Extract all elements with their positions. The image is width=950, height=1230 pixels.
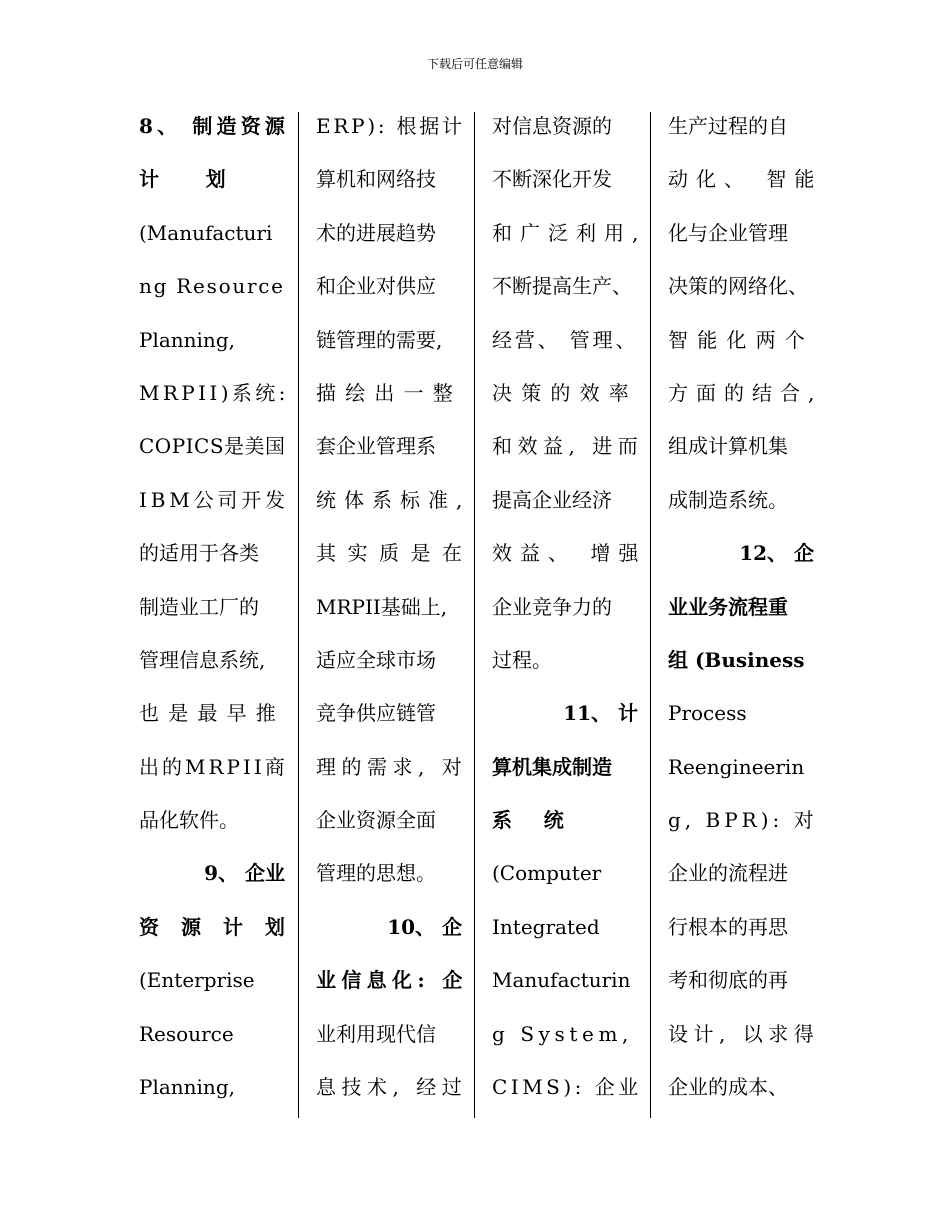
text-line: 和效益, 进而 <box>492 434 644 459</box>
text-line: 其实质是在 <box>316 541 474 566</box>
text-line: g, BPR): 对 <box>668 808 818 833</box>
text-line: IBM公司开发 <box>139 487 289 512</box>
text-line: 过程。 <box>492 647 552 672</box>
text-column-2 <box>316 100 474 1114</box>
text-line: 算机集成制造 <box>492 754 612 779</box>
text-line: 系 统 <box>492 808 577 833</box>
text-line: 算机和网络技 <box>316 167 436 192</box>
text-line: 也是最早推 <box>139 701 285 726</box>
text-line: 企业资源全面 <box>316 808 436 833</box>
text-line: 管理信息系统, <box>139 647 266 672</box>
text-line: 理的需求, 对 <box>316 754 468 779</box>
text-line: 描绘出一整 <box>316 380 462 405</box>
text-line: 化与企业管理 <box>668 220 788 245</box>
text-line: 管理的思想。 <box>316 861 436 886</box>
text-line: 经营、 管理、 <box>492 327 639 352</box>
text-line: 出的MRPII商 <box>139 754 288 779</box>
text-line: 生产过程的自 <box>668 114 788 138</box>
text-line: g System, <box>492 1021 634 1046</box>
text-line: 计 划 <box>139 167 246 192</box>
column-divider <box>650 112 651 1118</box>
column-divider <box>474 112 475 1118</box>
text-line: 决策的网络化、 <box>668 274 808 299</box>
text-line: Process <box>668 701 747 726</box>
text-line: Planning, <box>139 1075 235 1100</box>
text-line: 业信息化: 企 <box>316 968 468 993</box>
text-line: 智能化两个 <box>668 327 814 352</box>
text-line: 适应全球市场 <box>316 647 436 672</box>
text-column-1 <box>139 100 293 1114</box>
text-line: ng Resource <box>139 274 285 299</box>
text-line: 竞争供应链管 <box>316 701 436 726</box>
text-line: 统体系标准, <box>316 487 471 512</box>
text-line: (Computer <box>492 861 602 886</box>
text-line: 和广泛利用, <box>492 220 647 245</box>
text-line: 9、 企业 <box>204 861 285 886</box>
text-line: (Enterprise <box>139 968 255 993</box>
text-line: 组 (Business <box>668 647 805 672</box>
text-line: 的适用于各类 <box>139 541 259 566</box>
text-line: 业业务流程重 <box>668 594 788 619</box>
text-line: 提高企业经济 <box>492 487 612 512</box>
text-line: 术的进展趋势 <box>316 220 436 245</box>
text-column-4 <box>668 100 823 1114</box>
text-line: 制造业工厂的 <box>139 594 259 619</box>
text-line: Reengineerin <box>668 754 805 779</box>
column-divider <box>298 112 299 1118</box>
text-line: 资 源 计 划 <box>139 914 293 939</box>
text-line: 和企业对供应 <box>316 274 436 299</box>
text-line: 套企业管理系 <box>316 434 436 459</box>
text-line: 方面的结合, <box>668 380 823 405</box>
text-line: 决策的效率 <box>492 380 638 405</box>
text-line: 考和彻底的再 <box>668 968 788 993</box>
text-column-3 <box>492 100 647 1114</box>
text-line: Planning, <box>139 327 235 352</box>
text-line: Resource <box>139 1021 234 1046</box>
text-line: Manufacturin <box>492 968 631 993</box>
text-line: 10、 企 <box>387 914 462 939</box>
page-header: 下载后可任意编辑 <box>426 57 523 71</box>
text-line: 动化、 智能 <box>668 167 823 192</box>
text-line: ERP): 根据计 <box>316 114 465 138</box>
text-line: CIMS): 企业 <box>492 1075 642 1100</box>
text-line: 成制造系统。 <box>668 487 788 512</box>
text-line: 息技术, 经过 <box>316 1075 468 1100</box>
text-line: 不断深化开发 <box>492 167 612 192</box>
text-line: (Manufacturi <box>139 220 273 245</box>
text-line: MRPII基础上, <box>316 594 448 619</box>
text-line: 业利用现代信 <box>316 1021 436 1046</box>
text-line: 品化软件。 <box>139 808 239 833</box>
text-line: 组成计算机集 <box>668 434 788 459</box>
text-line: MRPII)系统: <box>139 380 289 405</box>
text-line: 效益、 增强 <box>492 541 647 566</box>
text-line: 链管理的需要, <box>316 327 443 352</box>
text-line: 对信息资源的 <box>492 114 612 138</box>
text-line: 行根本的再思 <box>668 914 788 939</box>
text-line: 企业的流程进 <box>668 861 788 886</box>
text-line: 企业竞争力的 <box>492 594 612 619</box>
text-line: 11、 计 <box>563 701 638 726</box>
text-line: 设计, 以求得 <box>668 1021 820 1046</box>
text-line: 企业的成本、 <box>668 1075 788 1100</box>
text-line: 不断提高生产、 <box>492 274 632 299</box>
text-line: 8、 制造资源 <box>139 114 290 138</box>
text-line: 12、 企 <box>739 541 814 566</box>
text-line: Integrated <box>492 914 600 939</box>
text-line: COPICS是美国 <box>139 434 286 459</box>
